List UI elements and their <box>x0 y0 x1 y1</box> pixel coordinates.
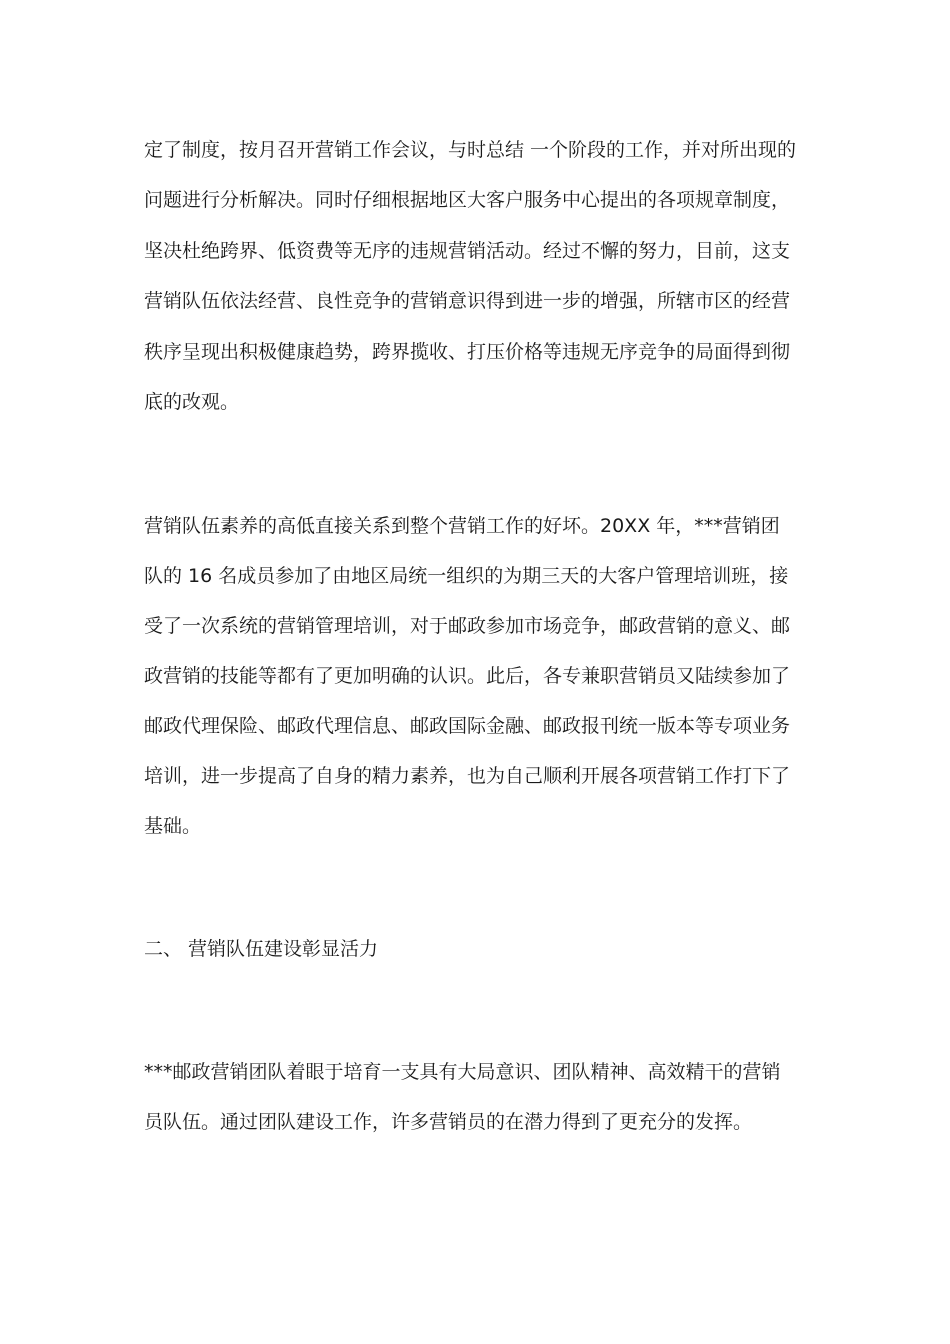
text-line: 培训，进一步提高了自身的精力素养，也为自己顺利开展各项营销工作打下了 <box>144 765 791 787</box>
text-line: 邮政代理保险、邮政代理信息、邮政国际金融、邮政报刊统一版本等专项业务 <box>144 715 791 737</box>
text-line: 受了一次系统的营销管理培训，对于邮政参加市场竞争，邮政营销的意义、邮 <box>144 615 791 637</box>
section-heading: 二、 营销队伍建设彰显活力 <box>144 938 379 960</box>
text-line: 基础。 <box>144 815 202 837</box>
text-line: 底的改观。 <box>144 391 240 413</box>
text-line: 员队伍。通过团队建设工作，许多营销员的在潜力得到了更充分的发挥。 <box>144 1111 753 1133</box>
text-line: 定了制度，按月召开营销工作会议，与时总结 一个阶段的工作，并对所出现的 <box>144 139 797 161</box>
text-line: 坚决杜绝跨界、低资费等无序的违规营销活动。经过不懈的努力，目前，这支 <box>144 240 791 262</box>
text-line: 队的 16 名成员参加了由地区局统一组织的为期三天的大客户管理培训班，接 <box>144 565 789 587</box>
text-line: 营销队伍依法经营、良性竞争的营销意识得到进一步的增强，所辖市区的经营 <box>144 290 791 312</box>
text-line: 营销队伍素养的高低直接关系到整个营销工作的好坏。20XX 年，***营销团 <box>144 515 780 537</box>
text-line: ***邮政营销团队着眼于培育一支具有大局意识、团队精神、高效精干的营销 <box>144 1061 781 1083</box>
text-line: 政营销的技能等都有了更加明确的认识。此后，各专兼职营销员又陆续参加了 <box>144 665 791 687</box>
text-line: 问题进行分析解决。同时仔细根据地区大客户服务中心提出的各项规章制度， <box>144 189 791 211</box>
text-line: 秩序呈现出积极健康趋势，跨界揽收、打压价格等违规无序竞争的局面得到彻 <box>144 341 791 363</box>
